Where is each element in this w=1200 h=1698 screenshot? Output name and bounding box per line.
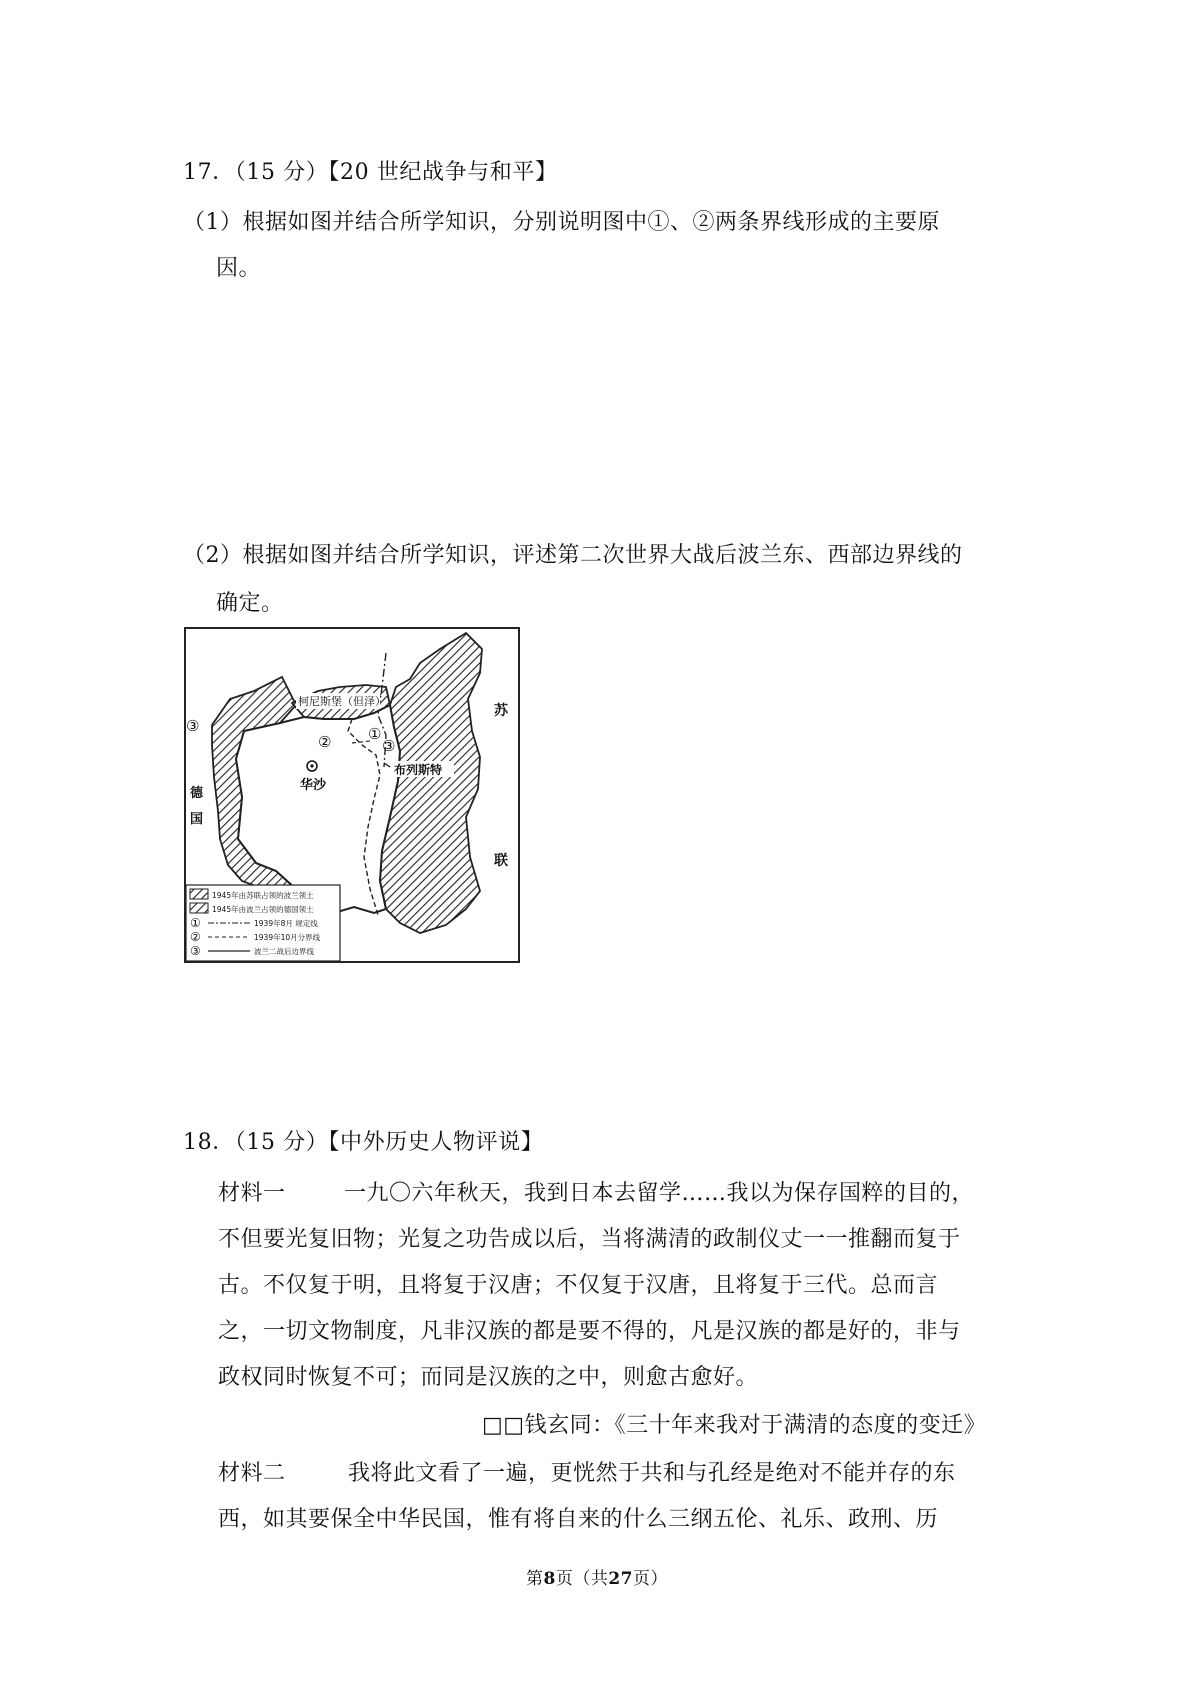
m1-source: □□钱玄同：《三十年来我对于满清的态度的变迁》	[482, 1413, 987, 1438]
m2-line2: 西，如其要保全中华民国，惟有将自来的什么三纲五伦、礼乐、政刑、历	[218, 1507, 939, 1532]
legend-sym-5: ③	[190, 944, 201, 958]
q18-header: 18．（15 分）【中外历史人物评说】	[183, 1130, 544, 1155]
m1-line4: 之，一切文物制度，凡非汉族的都是要不得的，凡是汉族的都是好的，非与	[218, 1319, 961, 1344]
q17-part1-line2: 因。	[216, 256, 262, 281]
poland-border-map	[184, 627, 520, 963]
germany-label-1: 德	[190, 786, 204, 801]
page-footer	[526, 1564, 668, 1589]
q17-part1-line1: （1）根据如图并结合所学知识，分别说明图中①、②两条界线形成的主要原	[183, 210, 940, 235]
footer-suffix: 页）	[633, 1569, 669, 1589]
germany-label-2: 国	[190, 812, 204, 827]
m1-label: 材料一	[218, 1181, 286, 1206]
m2-line1: 我将此文看了一遍，更恍然于共和与孔经是绝对不能并存的东	[348, 1461, 956, 1486]
legend-swatch-2	[190, 903, 208, 913]
footer-prefix: 第	[526, 1569, 544, 1589]
m1-line2: 不但要光复旧物；光复之功告成以后，当将满清的政制仪丈一一推翻而复于	[218, 1227, 961, 1252]
legend-sym-4: ②	[190, 930, 201, 944]
legend-text-4: 1939年10月分界线	[254, 933, 321, 942]
legend-text-2: 1945年由波兰占领的德国领土	[212, 905, 314, 914]
footer-total-pages: 27	[608, 1569, 634, 1589]
m1-line5: 政权同时恢复不可；而同是汉族的之中，则愈古愈好。	[218, 1365, 759, 1390]
m1-line1: 一九〇六年秋天，我到日本去留学……我以为保存国粹的目的，	[344, 1181, 975, 1206]
marker-2-west: ②	[318, 733, 332, 751]
m2-label: 材料二	[218, 1461, 286, 1486]
marker-3-west: ③	[186, 717, 200, 735]
q17-header: 17．（15 分）【20 世纪战争与和平】	[183, 160, 558, 185]
ussr-label-2: 联	[494, 853, 508, 869]
warsaw-label: 华沙	[300, 778, 327, 793]
east-prussia-label: 柯尼斯堡（但泽）	[298, 695, 386, 708]
legend-text-3: 1939年8月 规定线	[254, 919, 318, 928]
footer-page-number: 8	[543, 1569, 556, 1589]
ussr-label-1: 苏	[494, 703, 508, 719]
marker-1: ①	[368, 725, 382, 743]
q17-part2-line1: （2）根据如图并结合所学知识，评述第二次世界大战后波兰东、西部边界线的	[183, 543, 963, 568]
legend-swatch-1	[190, 889, 208, 899]
warsaw-marker-dot	[310, 764, 313, 767]
footer-mid: 页（共	[555, 1569, 609, 1589]
legend-text-5: 波兰二战后边界线	[254, 947, 314, 956]
map-legend	[186, 885, 340, 961]
brest-label: 布列斯特	[394, 763, 443, 777]
legend-sym-3: ①	[190, 916, 201, 930]
q17-part2-line2: 确定。	[216, 591, 284, 616]
legend-text-1: 1945年由苏联占领的波兰领土	[212, 891, 314, 900]
marker-3-east: ③	[382, 737, 396, 755]
m1-line3: 古。不仅复于明，且将复于汉唐；不仅复于汉唐，且将复于三代。总而言	[218, 1273, 939, 1298]
